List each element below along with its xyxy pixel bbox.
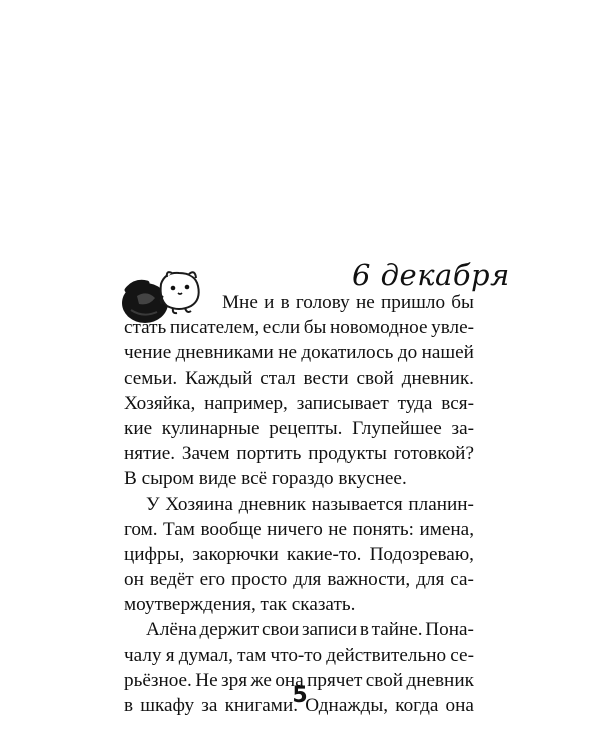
word: дневник. [401,367,474,389]
word: чалу [124,644,162,666]
word: например, [204,392,288,414]
word: рьёзное. [124,669,192,691]
text-line-7 [124,441,474,466]
word: готовкой? [393,443,474,465]
word: я [165,644,175,666]
word: записи [301,619,358,641]
word: Алёна [146,619,197,641]
word: когда [395,695,439,716]
word: семьи. [124,367,178,389]
word: писателем, [169,317,260,339]
word: думал, [178,644,233,666]
body-text [124,290,474,718]
word: какие-то. [286,543,362,565]
word: Там [163,518,195,540]
word: Мне [222,292,258,313]
word: вести [303,367,349,389]
word: Хозяйка, [124,392,196,414]
text-line-1 [124,290,474,315]
word: просто [231,569,288,591]
word: в [359,619,369,641]
word: увле- [431,317,474,339]
text-line-6 [124,416,474,441]
word: не [355,292,375,313]
word: же [250,669,272,691]
word: дневник [238,493,307,515]
text-line-8: В сыром виде всё гораздо вкуснее. [124,468,407,490]
word: она [445,695,474,716]
word: У [146,493,160,515]
word: се- [450,644,474,666]
word: са- [450,569,474,591]
word: держит [199,619,260,641]
diary-date-heading: 6 декабря [352,258,510,292]
word: Хозяина [165,493,233,515]
word: туда [397,392,433,414]
word: продукты [308,443,387,465]
text-line-12 [124,567,474,592]
word: не [328,518,348,540]
word: свой [356,367,394,389]
text-line-2 [124,315,474,340]
text-line-4 [124,366,474,391]
word: имена, [419,518,474,540]
word: для [293,569,322,591]
text-line-14 [124,617,474,642]
word: она [275,669,304,691]
word: называется [311,493,403,515]
word: что-то [270,644,323,666]
word: Не [195,669,218,691]
word: Пона- [425,619,474,641]
word: понять: [352,518,414,540]
word: новомодное [329,317,428,339]
word: ведёт [149,569,194,591]
word: кие [124,417,153,439]
text-line-15 [124,643,474,668]
word: нятие. [124,443,176,465]
word: его [199,569,226,591]
word: Однажды, [305,695,389,716]
word: Каждый [185,367,253,389]
word: кулинарные [161,417,260,439]
word: важности, [327,569,411,591]
word: зря [221,669,248,691]
word: стал [260,367,296,389]
word: Глупейшее [352,417,442,439]
word: и [264,292,275,313]
word: цифры, [124,543,185,565]
word: там [237,644,267,666]
word: докатилось [301,342,394,364]
word: за- [451,417,474,439]
word: голову [295,292,350,313]
word: пришло [381,292,446,313]
word: действительно [326,644,447,666]
word: портить [236,443,302,465]
word: стать [124,317,167,339]
word: для [416,569,445,591]
word: тайне. [371,619,423,641]
word: закорючки [192,543,279,565]
word: книгами. [224,695,299,716]
text-line-9 [124,492,474,517]
word: гом. [124,518,158,540]
word: дневник [406,669,474,691]
word: нашей [421,342,474,364]
word: свой [365,669,404,691]
word: в [124,695,134,716]
word: рецепты. [269,417,343,439]
word: за [201,695,218,716]
word: чение [124,342,172,364]
text-line-11 [124,542,474,567]
word: шкафу [140,695,195,716]
text-line-13: моутверждения, так сказать. [124,594,356,616]
word: планин- [408,493,474,515]
word: он [124,569,144,591]
word: Подозреваю, [369,543,474,565]
text-line-10 [124,517,474,542]
word: до [397,342,418,364]
word: записывает [296,392,389,414]
page-number: 5 [292,683,308,708]
word: Зачем [181,443,230,465]
text-line-3 [124,340,474,365]
word: вообще [200,518,262,540]
word: если [262,317,301,339]
word: бы [303,317,327,339]
word: ничего [267,518,323,540]
word: свои [261,619,300,641]
word: вся- [441,392,474,414]
word: в [280,292,290,313]
word: прячет [307,669,363,691]
text-line-5 [124,391,474,416]
word: бы [451,292,474,313]
word: не [278,342,297,364]
word: дневниками [175,342,274,364]
